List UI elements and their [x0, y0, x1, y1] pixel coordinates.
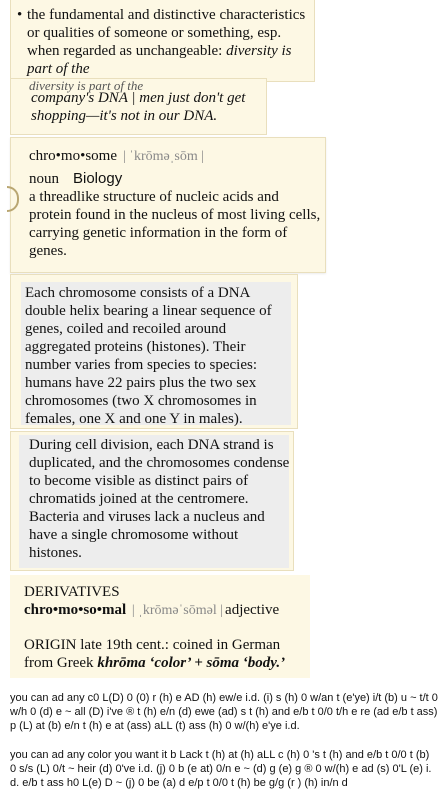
note-paragraph-1: Each chromosome consists of a DNA double helix bearing a linear sequence of genes, coiled and recoiled around aggregated proteins (histones). Their number varies from species to species: humans have 22 pairs plus the two sex chromosomes (two X chromosomes in females, one X and one Y in males). — [25, 285, 272, 427]
derivative-pronunciation: | ˌkrōməˈsōməl | — [131, 603, 224, 618]
note-card-2 — [10, 431, 294, 571]
caption-text-2: you can ad any color you want it b Lack t (h) at (h) aLL c (h) 0 's t (h) and e/b t 0/0 t (b) 0 s/s (L) 0/t ~ heir (d) 0've i.d. (j) 0 b (e at) 0/n e ~ (d) g (e) g ® 0 w/(h) e ad (s) 0'L (e) i.d. e/b t ass h0 L(e) D ~ (j) 0 be (a) d e/p t 0/0 t (h) be g/g (r ) (h) in/n d — [10, 749, 432, 789]
derivatives-card — [10, 575, 310, 678]
origin-label: ORIGIN — [24, 637, 77, 653]
caption-text-1: you can ad any c0 L(D) 0 (0) r (h) e AD (h) ew/e i.d. (i) s (h) 0 w/an t (e'ye) i/t (b) u ~ t/t 0 w/h 0 (d) e ~ all (D) i've ® t (h) e/n (d) ewe (ad) s t (h) and e/b t 0/0 t/h e re (ad e/b t ass) p (L) at (b) e/n t (h) e at (ass) aLL (t) ass (h) 0 w/(h) e'ye i.d. — [10, 692, 438, 732]
chromosome-entry-card — [10, 137, 326, 273]
origin-text: late 19th cent.: coined in German from Greek — [24, 637, 281, 671]
origin-line — [24, 636, 309, 672]
sense-continuation-card — [10, 78, 267, 135]
derivative-word: chro•mo•so•mal — [24, 602, 127, 618]
sense-definition — [27, 6, 309, 78]
pronunciation: | ˈkrōməˌsōm | — [123, 149, 205, 164]
card-edge-ring-icon — [7, 186, 19, 212]
derivative-word-line — [24, 602, 279, 619]
headword: chro•mo•some — [29, 148, 117, 164]
origin-etymology: khrōma ‘color’ + sōma ‘body.’ — [97, 655, 286, 671]
sense-example-start: diversity is part of the — [27, 43, 292, 77]
note-paragraph-2: During cell division, each DNA strand is duplicated, and the chromosomes condense to become visible as distinct pairs of chromatids joined at the centromere. Bacteria and viruses lack a nucleus and have a single chromosome without histones. — [29, 437, 290, 561]
note-card-1 — [10, 274, 298, 429]
derivative-pos: adjective — [225, 602, 280, 618]
subject-field: Biology — [73, 170, 123, 187]
part-of-speech: noun — [29, 171, 59, 187]
part-of-speech-line — [29, 170, 122, 188]
sense-definition-text: the fundamental and distinctive characteristics or qualities of someone or something, esp. when regarded as unchangeable: — [27, 7, 306, 59]
sense-card — [10, 0, 315, 82]
sense-bullet: • — [17, 7, 23, 23]
entry-definition: a threadlike structure of nucleic acids and protein found in the nucleus of most living cells, carrying genetic information in the form of genes. — [29, 189, 321, 259]
sense-example: company's DNA | men just don't get shopping—it's not in our DNA. — [31, 90, 246, 124]
entry-header — [29, 148, 204, 165]
clipped-line: diversity is part of the — [29, 78, 144, 93]
derivatives-label: DERIVATIVES — [24, 584, 120, 600]
